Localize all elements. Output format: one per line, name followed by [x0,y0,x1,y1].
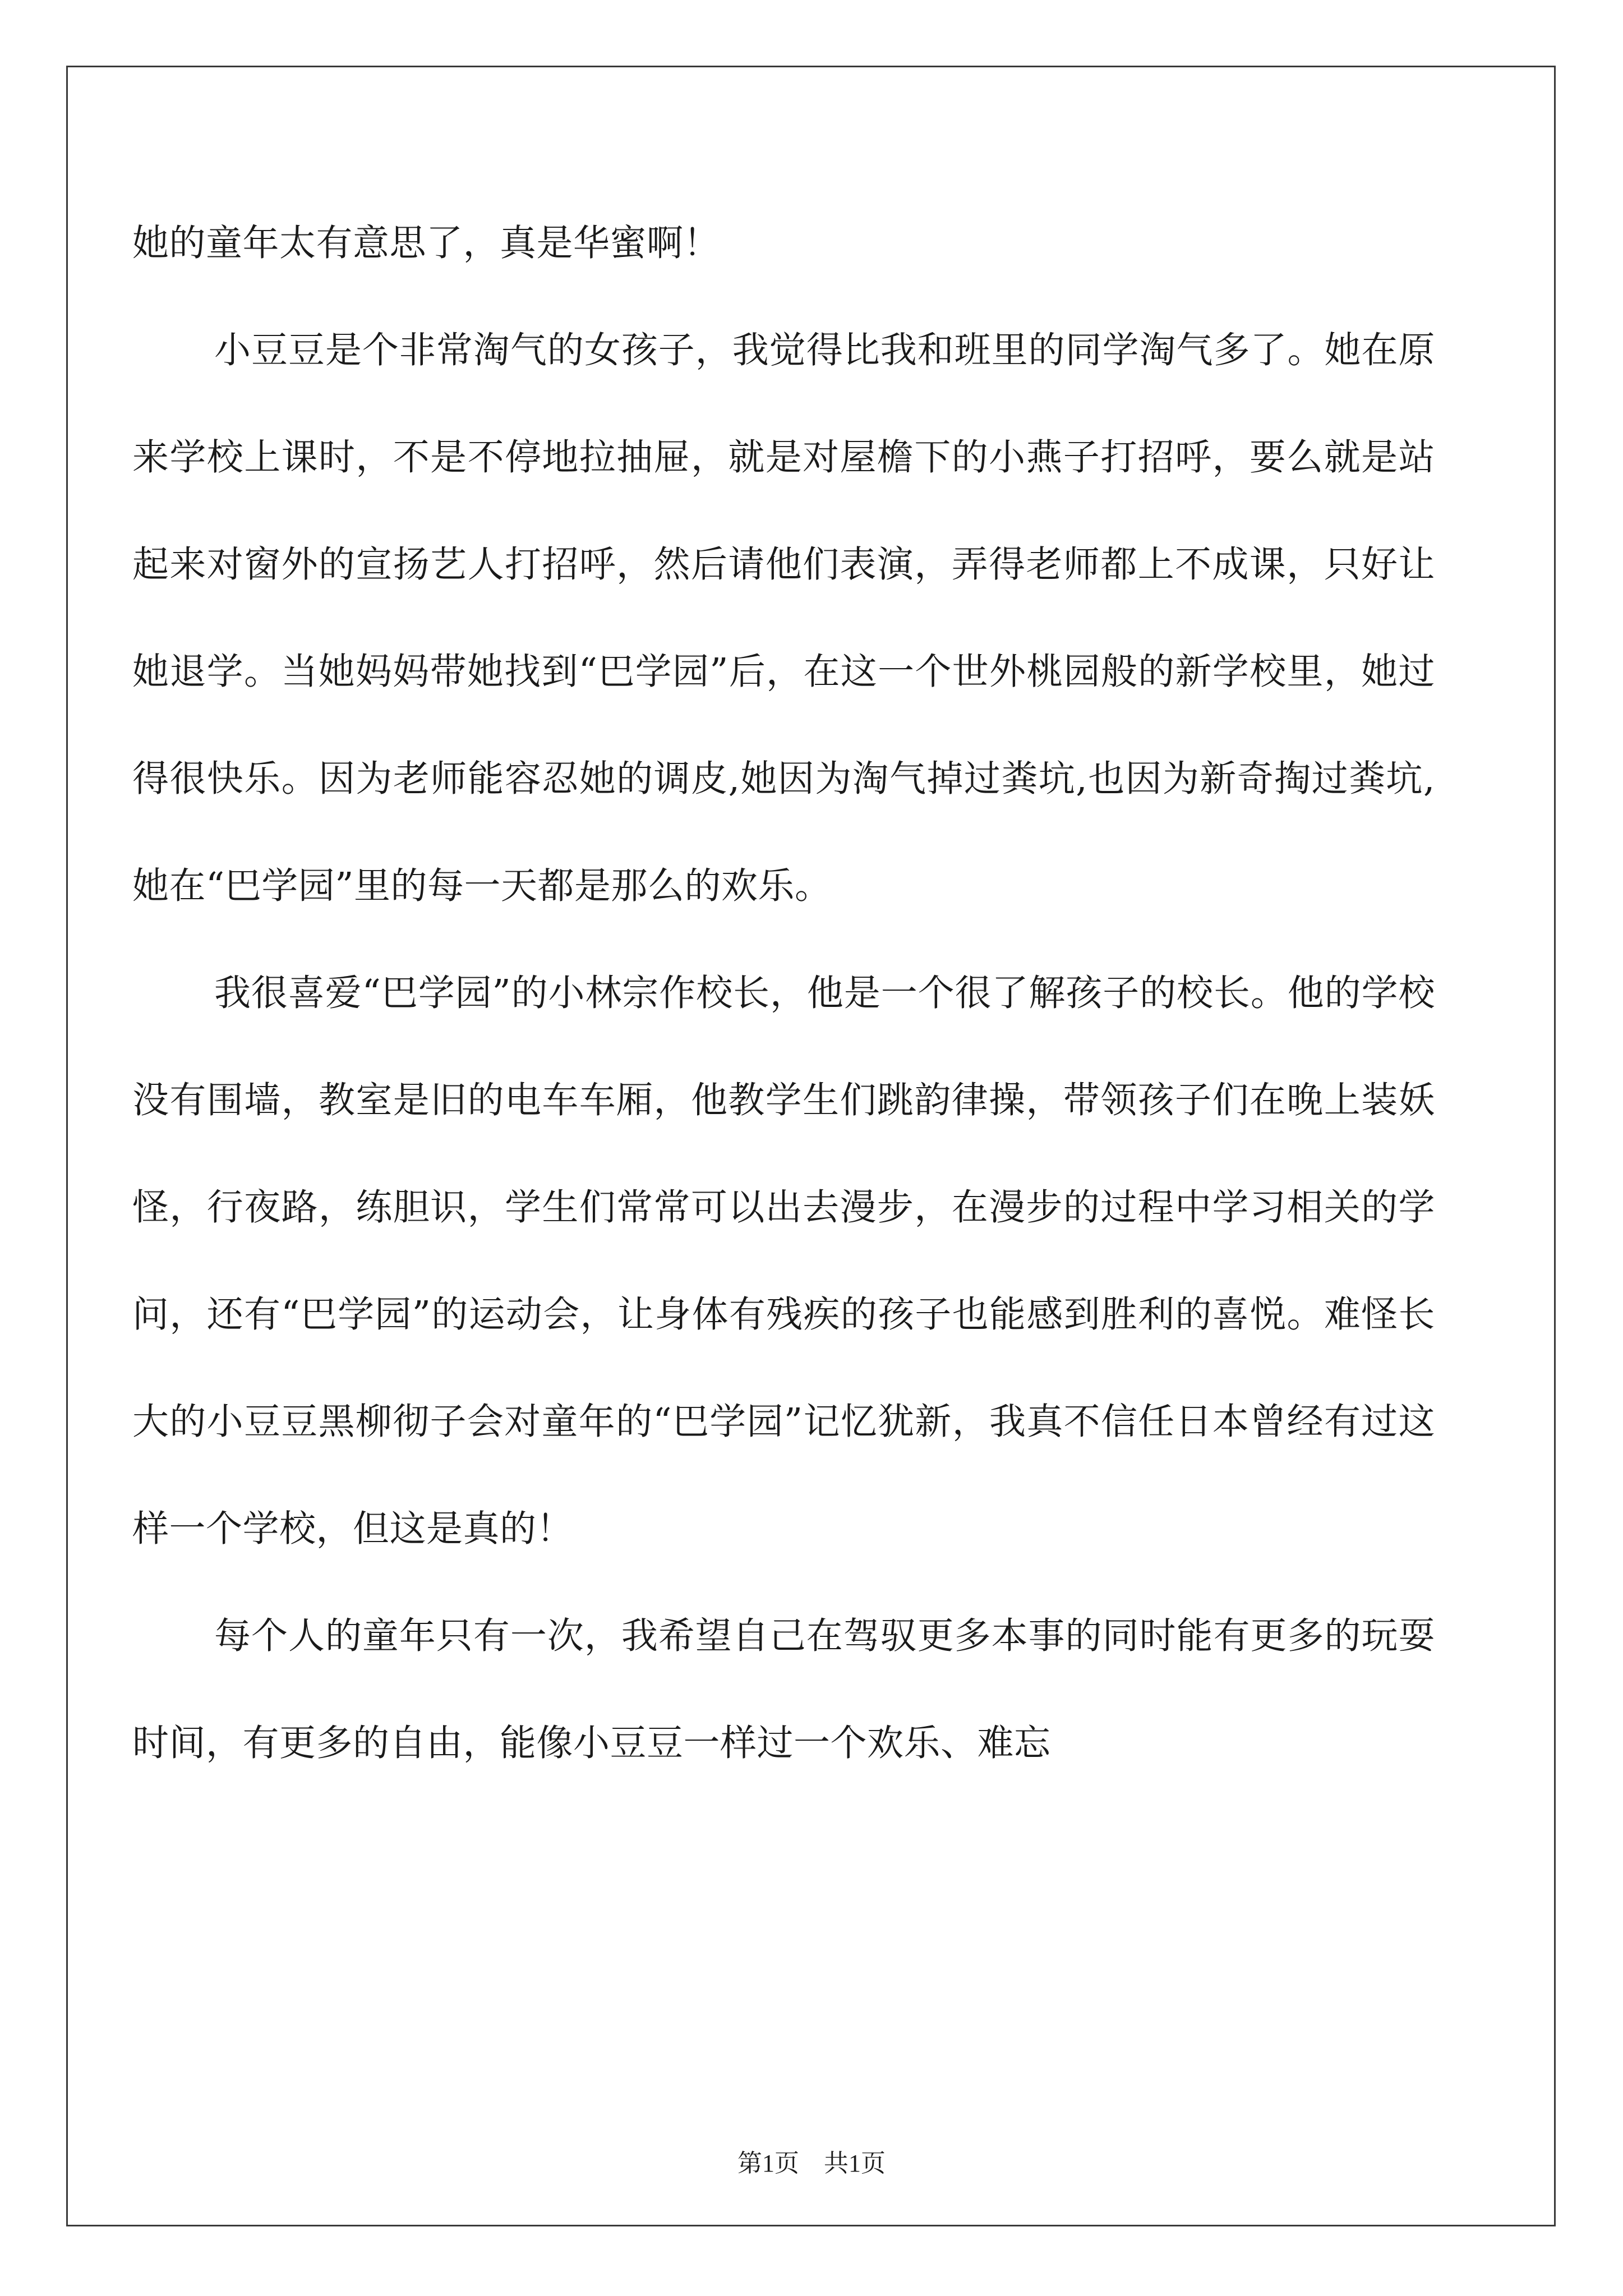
page-number-footer: 第1页 共1页 [737,2150,886,2177]
paragraph-3: 我很喜爱“巴学园”的小林宗作校长，他是一个很了解孩子的校长。他的学校没有围墙，教室是旧的电车车厢，他教学生们跳韵律操，带领孩子们在晚上装妖怪，行夜路，练胆识，学生们常常可以出去漫步，在漫步的过程中学习相关的学问，还有“巴学园”的运动会，让身体有残疾的孩子也能感到胜利的喜悦。难怪长大的小豆豆黑柳彻子会对童年的“巴学园”记忆犹新，我真不信任日本曾经有过这样一个学校，但这是真的！ [132,972,1435,1550]
paragraph-1: 她的童年太有意思了，真是华蜜啊！ [132,222,721,264]
paragraph-4: 每个人的童年只有一次，我希望自己在驾驭更多本事的同时能有更多的玩耍时间，有更多的自由，能像小豆豆一样过一个欢乐、难忘 [132,1615,1435,1764]
paragraph-2: 小豆豆是个非常淘气的女孩子，我觉得比我和班里的同学淘气多了。她在原来学校上课时，不是不停地拉抽屉，就是对屋檐下的小燕子打招呼，要么就是站起来对窗外的宣扬艺人打招呼，然后请他们表演，弄得老师都上不成课，只好让她退学。当她妈妈带她找到“巴学园”后，在这一个世外桃园般的新学校里，她过得很快乐。因为老师能容忍她的调皮,她因为淘气掉过粪坑,也因为新奇掏过粪坑,她在“巴学园”里的每一天都是那么的欢乐。 [132,329,1435,907]
document-body [132,190,1435,1797]
